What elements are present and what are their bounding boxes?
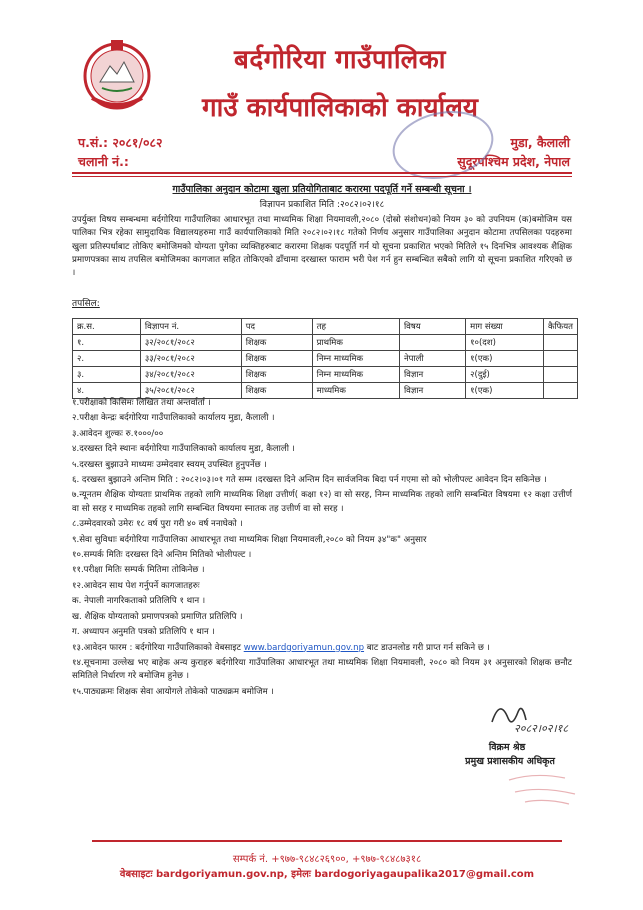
cell-demand: १(एक) <box>466 351 544 367</box>
cell-adno: ३३/२०८१/२०८२ <box>140 351 241 367</box>
cell-adno: ३२/२०८१/२०८२ <box>140 335 241 351</box>
conditions-list <box>72 397 572 701</box>
cell-remarks <box>543 367 577 383</box>
col-adno-header: विज्ञापन नं. <box>140 319 241 335</box>
advertisement-date: विज्ञापन प्रकाशित मिति :२०८२।०२।१८ <box>259 200 385 210</box>
notice-title: गाउँपालिका अनुदान कोटामा खुला प्रतियोगिताबाट करारमा पदपूर्ति गर्ने सम्बन्धी सूचना । <box>172 184 472 195</box>
table-row <box>73 367 578 383</box>
cell-demand: १(एक) <box>466 383 544 399</box>
details-label: तपसिल: <box>72 299 100 309</box>
signature-scribble <box>488 692 580 738</box>
condition-item: १५.पाठ्यक्रमः शिक्षक सेवा आयोगले तोकेको पाठ्यक्रम बमोजिम । <box>72 686 274 697</box>
cell-level: प्राथमिक <box>312 335 399 351</box>
condition-item: ३.आवेदन शुल्कः रु.१०००/०० <box>72 428 164 439</box>
cell-remarks <box>543 351 577 367</box>
condition-item: ९.सेवा सुविधाः बर्दगोरिया गाउँपालिका आधारभूत तथा माध्यमिक शिक्षा नियमावली,२०८० को नियम ३४"क" अनुसार <box>72 534 427 545</box>
cell-serial: ४. <box>73 383 141 399</box>
cell-serial: ३. <box>73 367 141 383</box>
col-subject-header: विषय <box>399 319 465 335</box>
cell-serial: १. <box>73 335 141 351</box>
cell-subject: विज्ञान <box>399 383 465 399</box>
condition-item: १०.सम्पर्क मितिः दरखस्त दिने अन्तिम मितिको भोलीपल्ट । <box>72 550 252 561</box>
condition-item: ख. शैक्षिक योग्यताको प्रमाणपत्रको प्रमाणित प्रतिलिपि । <box>72 611 243 622</box>
footer-divider <box>92 840 562 842</box>
nepal-emblem-icon <box>78 38 156 110</box>
intro-paragraph: उपर्युक्त विषय सम्बन्धमा बर्दगोरिया गाउँपालिका आधारभूत तथा माध्यमिक शिक्षा नियमावली,२०८० (दोस्रो संशोधन)को नियम ३० को उपनियम (क)बमोजिम यस पालिका भित्र रहेका सामुदायिक विद्यालयहरुमा गाउँ कार्यपालिकाको मिति २०८२।०२।१८ गतेको निर्णय अनुसार गाउँपालिका अनुदान कोटामा तपसिलका पदहरुमा खुला प्रतिस्पर्धाबाट तोकिए बमोजिमको योग्यता पुगेका व्यक्तिहरुबाट करारमा शिक्षक पदपूर्ति गर्न यो सूचना प्रकाशित भएको मितिले १५ दिनभित्र आवश्यक शैक्षिक प्रमाणपत्रका साथ तपसिल बमोजिमका कागजात सहित तोकिएको ढाँचामा दरखास्त फाराम भरी पेश गर्न हुन सम्बन्धित सबैको लागि यो सूचना प्रकाशित गरिएको छ । <box>72 215 572 279</box>
cell-demand: १०(दश) <box>466 335 544 351</box>
col-level-header: तह <box>312 319 399 335</box>
cell-post: शिक्षक <box>241 335 312 351</box>
condition-item: १२.आवेदन साथ पेश गर्नुपर्ने कागजातहरुः <box>72 580 200 591</box>
footer-contact: सम्पर्क नं. +९७७-९८४८२६९००, +९७७-९८४८७३१८ <box>232 854 422 865</box>
cell-demand: २(दुई) <box>466 367 544 383</box>
table-row <box>73 351 578 367</box>
col-serial-header: क्र.स. <box>73 319 141 335</box>
vacancy-table <box>72 318 578 399</box>
condition-item: ११.परीक्षा मितिः सम्पर्क मितिमा तोकिनेछ । <box>72 565 205 576</box>
office-title-line2: गाउँ कार्यपालिकाको कार्यालय <box>202 93 478 123</box>
col-remarks-header: कैफियत <box>543 319 577 335</box>
office-location: मुडा, कैलाली <box>510 135 570 150</box>
cell-remarks <box>543 335 577 351</box>
cell-post: शिक्षक <box>241 383 312 399</box>
cell-level: माध्यमिक <box>312 383 399 399</box>
condition-item: ७.न्यूनतम शैक्षिक योग्यताः प्राथमिक तहको लागि माध्यमिक शिक्षा उत्तीर्ण( कक्षा १२) वा सो सरह, निम्न माध्यमिक तहको लागि सम्बन्धित विषयमा १२ कक्षा उत्तीर्ण वा सो सरह र माध्यमिक तहको लागि सम्बन्धित विषयमा स्नातक तह उत्तीर्ण वा सो सरह । <box>72 490 572 514</box>
form-note-prefix: १३.आवेदन फारम : बर्दगोरिया गाउँपालिकाको वेबसाइट <box>72 642 244 653</box>
condition-item: १४.सूचनामा उल्लेख भए बाहेक अन्य कुराहरु बर्दगोरिया गाउँपालिका आधारभूत तथा माध्यमिक शिक्षा नियमावली, २०८० को नियम ३१ अनुसारको शिक्षक छनौट समितिले निर्धारण गरे बमोजिम हुनेछ । <box>72 657 572 682</box>
condition-item: ४.दरखस्त दिने स्थानः बर्दगोरिया गाउँपालिकाको कार्यालय मुडा, कैलाली । <box>72 444 295 455</box>
faint-stamp <box>505 766 583 808</box>
condition-item-form <box>72 642 572 655</box>
condition-item: ५.दरखस्त बुझाउने माध्यमः उम्मेदवार स्वयम् उपस्थित हुनुपर्नेछ । <box>72 459 267 470</box>
cell-level: निम्न माध्यमिक <box>312 351 399 367</box>
cell-subject <box>399 335 465 351</box>
header-divider-thin <box>72 176 572 177</box>
cell-post: शिक्षक <box>241 351 312 367</box>
form-note-suffix: बाट डाउनलोड गरी प्राप्त गर्न सकिने छ । <box>364 642 490 653</box>
website-link[interactable]: www.bardgoriyamun.gov.np <box>243 642 365 653</box>
signatory-title: प्रमुख प्रशासकीय अधिकृत <box>465 756 555 767</box>
reference-number: प.सं.: २०८१/०८२ <box>78 135 163 150</box>
condition-item: ६. दरखस्त बुझाउने अन्तिम मिति : २०८२।०३।०१ गते सम्म ।दरखस्त दिने अन्तिम दिन सार्वजनिक बिदा पर्न गएमा सो को भोलीपल्ट आवेदन दिन सकिनेछ । <box>72 475 547 486</box>
cell-adno: ३५/२०८१/२०८२ <box>140 383 241 399</box>
condition-item: क. नेपाली नागरिकताको प्रतिलिपि १ थान । <box>72 596 206 607</box>
cell-subject: विज्ञान <box>399 367 465 383</box>
condition-item: २.परीक्षा केन्द्रः बर्दगोरिया गाउँपालिकाको कार्यालय मुडा, कैलाली । <box>72 413 275 424</box>
cell-level: निम्न माध्यमिक <box>312 367 399 383</box>
col-post-header: पद <box>241 319 312 335</box>
table-row <box>73 335 578 351</box>
signatory-name: विक्रम श्रेष्ठ <box>488 742 526 753</box>
condition-item: ग. अध्यापन अनुमति पत्रको प्रतिलिपि १ थान । <box>72 627 215 638</box>
condition-item: ८.उम्मेदवारको उमेरः १८ वर्ष पुरा गरी ४० वर्ष ननाघेको । <box>72 519 243 530</box>
condition-item: १.परीक्षाको किसिमः लिखित तथा अन्तर्वार्ता । <box>72 398 211 408</box>
footer-web-email: वेबसाइटः bardgoriyamun.gov.np, इमेलः bardogoriyagaupalika2017@gmail.com <box>119 869 535 880</box>
province-name: सुदूरपश्चिम प्रदेश, नेपाल <box>457 154 570 169</box>
cell-adno: ३४/२०८१/२०८२ <box>140 367 241 383</box>
table-header-row <box>73 319 578 335</box>
cell-serial: २. <box>73 351 141 367</box>
dispatch-number: चलानी नं.: <box>78 154 129 169</box>
cell-post: शिक्षक <box>241 367 312 383</box>
col-demand-header: माग संख्या <box>466 319 544 335</box>
signature-date: २०८२।०२।१८ <box>514 722 569 735</box>
cell-subject: नेपाली <box>399 351 465 367</box>
office-title-line1: बर्दगोरिया गाउँपालिका <box>234 45 446 75</box>
header-divider <box>72 172 572 174</box>
